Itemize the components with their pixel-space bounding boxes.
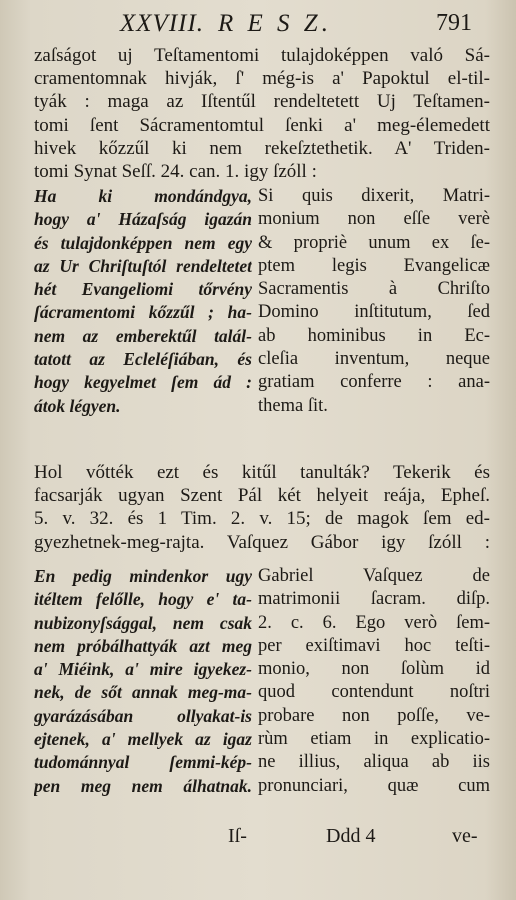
hungarian-quote-1: [34, 185, 252, 418]
text-line: tomi ſent Sácramentomtul ſenki a' meg-élemedett: [34, 114, 490, 136]
text-line: 2. c. 6. Ego verò ſem-: [258, 612, 490, 633]
text-line: tudománnyal ſemmi-kép-: [34, 752, 252, 773]
text-line: ſácramentomi kőzzűl ; ha-: [34, 302, 252, 323]
text-line: cleſia inventum, neque: [258, 349, 490, 370]
text-line: nem az emberektűl talál-: [34, 325, 252, 346]
catchword-left: Iſ-: [228, 825, 247, 847]
text-line: & propriè unum ex ſe-: [258, 232, 490, 253]
text-line: ne illius, aliqua ab iis: [258, 752, 490, 773]
hungarian-quote-2: [34, 565, 252, 798]
text-line: quod contendunt noſtri: [258, 682, 490, 703]
text-line: ptem legis Evangelicæ: [258, 255, 490, 276]
text-line: gyezhetnek-meg-rajta. Vaſquez Gábor igy ſzóll :: [34, 531, 490, 553]
text-line: monium non eſſe verè: [258, 209, 490, 230]
text-line: itéltem felőlle, hogy e' ta-: [34, 589, 252, 610]
text-line: tomi Synat Seſſ. 24. can. 1. igy ſzóll :: [34, 161, 317, 183]
text-line: hogy kegyelmet ſem ád :: [34, 372, 252, 393]
text-line: pen meg nem álhatnak.: [34, 775, 252, 796]
text-line: Domino inſtitutum, ſed: [258, 302, 490, 323]
text-line: Si quis dixerit, Matri-: [258, 186, 490, 206]
text-line: hivek kőzzűl ki nem rekeſztethetik. A' Triden-: [34, 137, 490, 159]
text-line: nek, de sőt annak meg-ma-: [34, 682, 252, 703]
text-line: ab hominibus in Ec-: [258, 325, 490, 346]
text-line: ejtenek, a' mellyek az igaz: [34, 729, 252, 750]
latin-quote-1: [258, 185, 490, 418]
text-line: gratiam conferre : ana-: [258, 372, 490, 393]
text-line: Ha ki mondándgya,: [34, 186, 252, 206]
page-number: 791: [436, 10, 472, 36]
section-word: R E S Z.: [218, 10, 332, 37]
text-line: Hol vőtték ezt és kitűl tanulták? Tekerik és: [34, 462, 490, 483]
text-line: thema ſit.: [258, 395, 328, 416]
catchword-right: ve-: [452, 825, 478, 847]
top-paragraph: [34, 44, 490, 183]
text-line: nem próbálhattyák azt meg: [34, 635, 252, 656]
text-line: matrimonii ſacram. diſp.: [258, 589, 490, 610]
text-line: hét Evangeliomi tőrvény: [34, 279, 252, 300]
text-line: gyarázásában ollyakat-is: [34, 705, 252, 726]
text-line: probare non poſſe, ve-: [258, 705, 490, 726]
text-line: és tulajdonképpen nem egy: [34, 232, 252, 253]
running-header: [0, 10, 516, 40]
text-line: 5. v. 32. és 1 Tim. 2. v. 15; de magok ſem ed-: [34, 508, 490, 530]
text-line: nubizonyſsággal, nem csak: [34, 612, 252, 633]
text-line: tyák : maga az Iſtentűl rendeltetett Uj Teſtamen-: [34, 91, 490, 113]
text-line: zaſságot uj Teſtamentomi tulajdoképpen való Sá-: [34, 45, 490, 66]
text-line: cramentomnak hivják, ſ' még-is a' Papoktul el-til-: [34, 68, 490, 90]
text-line: facsarják ugyan Szent Pál két helyeit reája, Epheſ.: [34, 485, 490, 507]
middle-paragraph: [34, 461, 490, 554]
text-line: az Ur Chriſtuſtól rendeltetet: [34, 255, 252, 276]
text-line: En pedig mindenkor ugy: [34, 566, 252, 586]
page-footer: [0, 825, 516, 855]
text-line: Gabriel Vaſquez de: [258, 566, 490, 586]
text-line: pronunciari, quæ cum: [258, 775, 490, 796]
text-line: per exiſtimavi hoc teſti-: [258, 635, 490, 656]
chapter-number: XXVIII.: [120, 10, 205, 37]
text-line: rùm etiam in explicatio-: [258, 729, 490, 750]
text-line: átok légyen.: [34, 395, 121, 416]
text-line: hogy a' Házaſság igazán: [34, 209, 252, 230]
text-line: Sacramentis à Chriſto: [258, 279, 490, 300]
text-line: a' Miéink, a' mire igyekez-: [34, 659, 252, 680]
text-line: monio, non ſolùm id: [258, 659, 490, 680]
text-line: tatott az Ecleléſiában, és: [34, 349, 252, 370]
signature-mark: Ddd 4: [326, 825, 376, 847]
latin-quote-2: [258, 565, 490, 798]
